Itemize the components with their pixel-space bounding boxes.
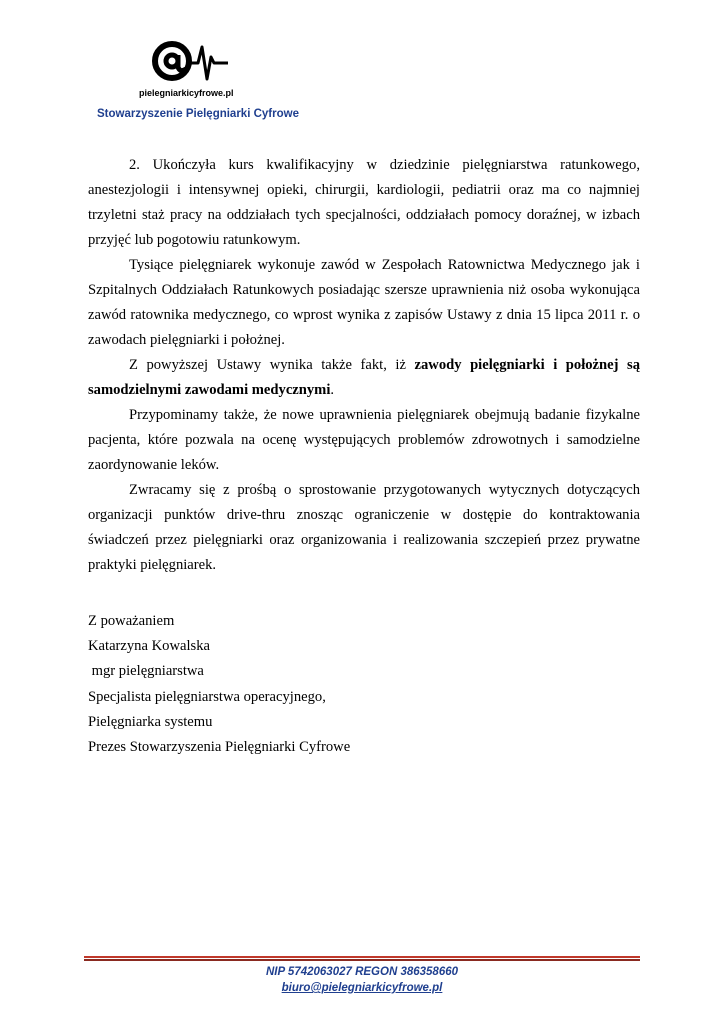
footer-divider-shadow — [84, 959, 640, 961]
paragraph-3 — [88, 353, 640, 403]
footer-company-ids: NIP 5742063027 REGON 386358660 — [265, 966, 459, 978]
paragraph-3-bold: zawody pielęgniarki i położnej są samodzielnymi zawodami medycznymi — [88, 357, 640, 398]
signer-title-2: Pielęgniarka systemu — [88, 713, 213, 730]
signature-block — [88, 609, 350, 760]
signer-name: Katarzyna Kowalska — [88, 638, 210, 655]
paragraph-2: Tysiące pielęgniarek wykonuje zawód w Zespołach Ratownictwa Medycznego jak i Szpitalnych Oddziałach Ratunkowych posiadając szersze uprawnienia niż osoba wykonująca zawód ratownika medycznego, co wprost wynika z zapisów Ustawy z dnia 15 lipca 2011 r. o zawodach pielęgniarki i położnej. — [88, 257, 640, 348]
signer-title-3: Prezes Stowarzyszenia Pielęgniarki Cyfrowe — [88, 739, 351, 756]
paragraph-4: Przypominamy także, że nowe uprawnienia pielęgniarek obejmują badanie fizykalne pacjenta, które pozwala na ocenę występujących problemów zdrowotnych i samodzielne zaordynowanie leków. — [88, 407, 640, 473]
closing-text: Z poważaniem — [88, 613, 175, 629]
logo-domain-text: pielegniarkicyfrowe.pl — [139, 88, 234, 98]
paragraph-1: 2. Ukończyła kurs kwalifikacyjny w dziedzinie pielęgniarstwa ratunkowego, anestezjologii i intensywnej opieki, chirurgii, kardiologii, pediatrii oraz ma co najmniej trzyletni staż pracy na oddziałach tych specjalności, oddziałach pomocy doraźnej, w izbach przyjęć lub pogotowiu ratunkowym. — [88, 157, 640, 248]
signer-degree: mgr pielęgniarstwa — [88, 663, 204, 680]
at-heartbeat-logo-icon — [150, 37, 230, 87]
paragraph-5: Zwracamy się z prośbą o sprostowanie przygotowanych wytycznych dotyczących organizacji punktów drive-thru znosząc ograniczenie w dostępie do kontraktowania świadczeń przez pielęgniarki oraz organizowania i realizowania szczepień przez prywatne praktyki pielęgniarek. — [88, 482, 640, 573]
signer-title-1: Specjalista pielęgniarstwa operacyjnego, — [88, 688, 326, 705]
paragraph-3-start: Z powyższej Ustawy wynika także fakt, iż — [129, 357, 415, 373]
paragraph-3-end: . — [330, 382, 335, 398]
footer-email-link[interactable]: biuro@pielegniarkicyfrowe.pl — [281, 982, 443, 994]
letter-body — [88, 153, 640, 578]
footer-divider — [84, 956, 640, 958]
organization-name: Stowarzyszenie Pielęgniarki Cyfrowe — [97, 108, 299, 120]
